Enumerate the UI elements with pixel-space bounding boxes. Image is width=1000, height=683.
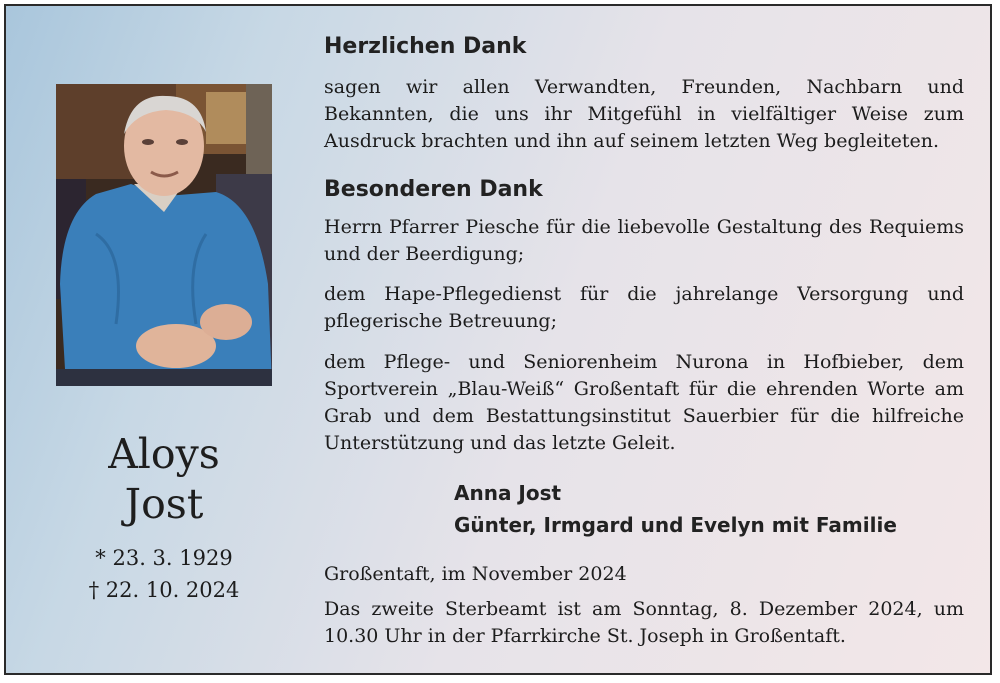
special-thanks-item: Herrn Pfarrer Piesche für die liebevolle Gestaltung des Requiems und der Beerdigung; [324, 216, 964, 265]
special-thanks-heading [324, 175, 964, 205]
place-date: Großentaft, im November 2024 [324, 563, 627, 585]
portrait-photo [56, 84, 272, 386]
thanks-heading [324, 32, 964, 62]
birth-date: * 23. 3. 1929 [95, 546, 233, 570]
special-thanks-item: dem Hape-Pflegedienst für die jahrelange Versorgung und pflegerische Betreuung; [324, 283, 964, 332]
special-thanks-heading-text: Besonderen Dank [324, 177, 543, 202]
thanks-heading-text: Herzlichen Dank [324, 34, 527, 59]
death-date: † 22. 10. 2024 [88, 578, 240, 602]
special-thanks-item: dem Pflege- und Seniorenheim Nurona in Hofbieber, dem Sportverein „Blau-Weiß“ Großentaft für die ehrenden Worte am Grab und dem Bestattungsinstitut Sauerbier für die hilfreiche Unterstützung und das letzte Geleit. [324, 351, 964, 454]
signer-family: Günter, Irmgard und Evelyn mit Familie [454, 513, 897, 537]
deceased-last-name: Jost [124, 480, 204, 528]
signer-name: Anna Jost [454, 481, 562, 505]
service-notice: Das zweite Sterbeamt ist am Sonntag, 8. Dezember 2024, um 10.30 Uhr in der Pfarrkirche St. Joseph in Großentaft. [324, 598, 964, 647]
deceased-first-name: Aloys [108, 430, 220, 478]
thanks-text: sagen wir allen Verwandten, Freunden, Nachbarn und Bekannten, die uns ihr Mitgefühl in vielfältiger Weise zum Ausdruck brachten und ihn auf seinem letzten Weg begleiteten. [324, 76, 964, 152]
